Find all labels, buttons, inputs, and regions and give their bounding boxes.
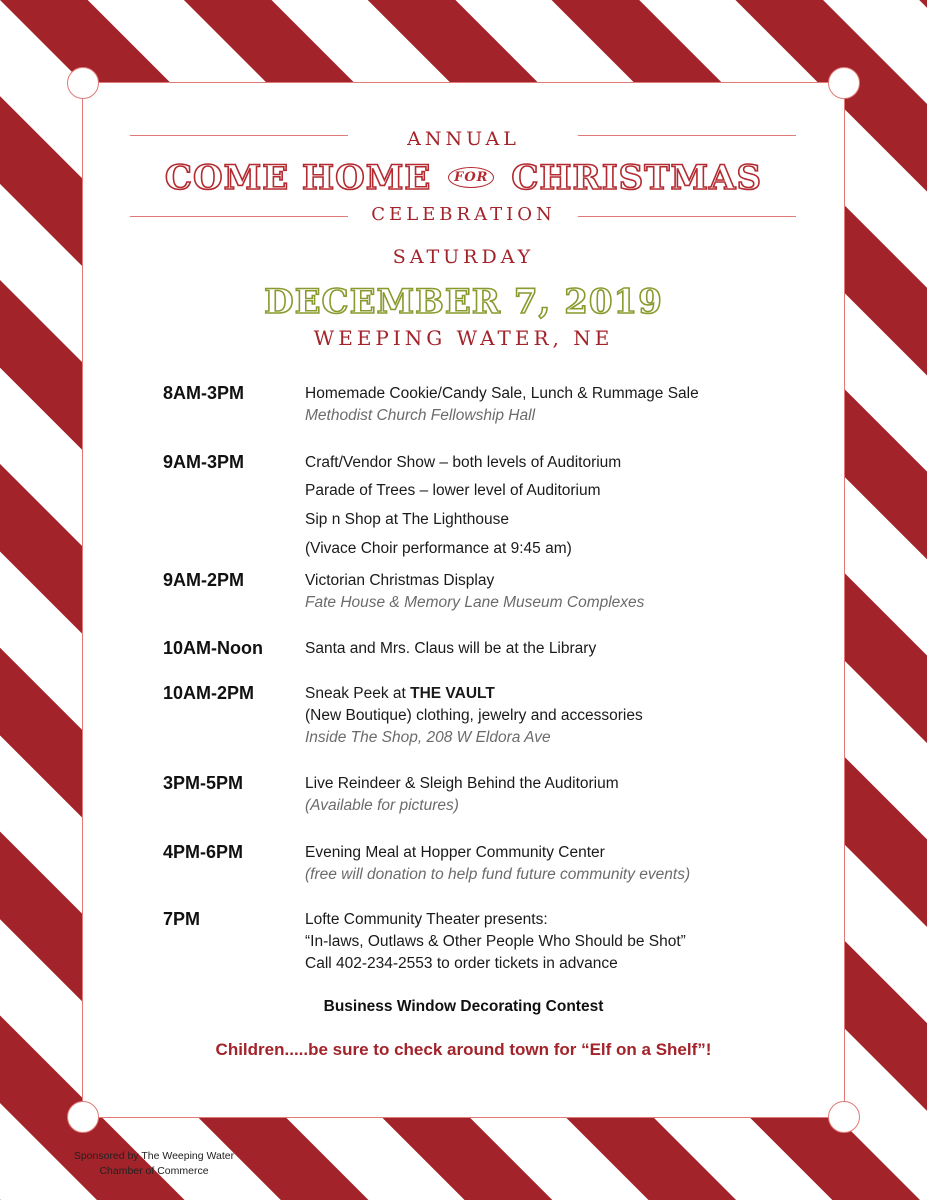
title-for-badge: FOR: [448, 167, 494, 188]
schedule-subline: Methodist Church Fellowship Hall: [305, 407, 536, 424]
schedule-line: Parade of Trees – lower level of Auditorium: [305, 482, 601, 499]
sponsor-line: Chamber of Commerce: [99, 1165, 209, 1177]
event-title: [0, 158, 927, 198]
event-date: DECEMBER 7, 2019: [264, 282, 663, 322]
schedule-line: Lofte Community Theater presents:: [305, 911, 548, 928]
title-right: CHRISTMAS: [511, 158, 763, 198]
schedule-line: Evening Meal at Hopper Community Center: [305, 844, 605, 861]
annual-label: ANNUAL: [407, 128, 520, 150]
schedule-time: 10AM-2PM: [163, 683, 255, 703]
schedule-time: 8AM-3PM: [163, 383, 245, 403]
schedule-time: 4PM-6PM: [163, 842, 244, 862]
schedule-subline: Inside The Shop, 208 W Eldora Ave: [305, 729, 551, 746]
schedule-line: Sip n Shop at The Lighthouse: [305, 511, 509, 528]
schedule-subline: (Available for pictures): [305, 797, 459, 814]
vault-prefix: Sneak Peek at: [305, 685, 411, 702]
schedule-time: 10AM-Noon: [163, 638, 263, 658]
schedule-subline: (free will donation to help fund future community events): [305, 866, 691, 883]
schedule-time: 9AM-2PM: [163, 570, 245, 590]
schedule-line: Santa and Mrs. Claus will be at the Library: [305, 640, 597, 657]
schedule-line: Call 402-234-2553 to order tickets in advance: [305, 955, 618, 972]
sponsor-line: Sponsored by The Weeping Water: [73, 1150, 235, 1162]
schedule-line: Live Reindeer & Sleigh Behind the Auditorium: [305, 775, 619, 792]
sponsor-credit: [64, 1149, 244, 1179]
title-left: COME HOME: [164, 158, 432, 198]
contest-heading: Business Window Decorating Contest: [323, 998, 604, 1015]
schedule-line: “In-laws, Outlaws & Other People Who Should be Shot”: [305, 933, 686, 950]
schedule-subline: Fate House & Memory Lane Museum Complexes: [305, 594, 645, 611]
schedule-time: 9AM-3PM: [163, 452, 245, 472]
schedule-line: (New Boutique) clothing, jewelry and accessories: [305, 707, 643, 724]
corner-notch: [828, 1101, 860, 1133]
celebration-label: CELEBRATION: [371, 204, 556, 225]
schedule-time: 7PM: [163, 909, 201, 929]
schedule-line: Craft/Vendor Show – both levels of Auditorium: [305, 454, 622, 471]
corner-notch: [828, 67, 860, 99]
elf-note: Children.....be sure to check around town for “Elf on a Shelf”!: [215, 1040, 712, 1059]
schedule-line: (Vivace Choir performance at 9:45 am): [305, 540, 572, 557]
schedule-line: Homemade Cookie/Candy Sale, Lunch & Rummage Sale: [305, 385, 699, 402]
event-location: WEEPING WATER, NE: [313, 326, 614, 350]
schedule-time: 3PM-5PM: [163, 773, 244, 793]
vault-name: THE VAULT: [410, 685, 495, 702]
corner-notch: [67, 1101, 99, 1133]
schedule-line: Victorian Christmas Display: [305, 572, 495, 589]
schedule-line: [305, 685, 495, 703]
day-label: SATURDAY: [392, 246, 535, 268]
